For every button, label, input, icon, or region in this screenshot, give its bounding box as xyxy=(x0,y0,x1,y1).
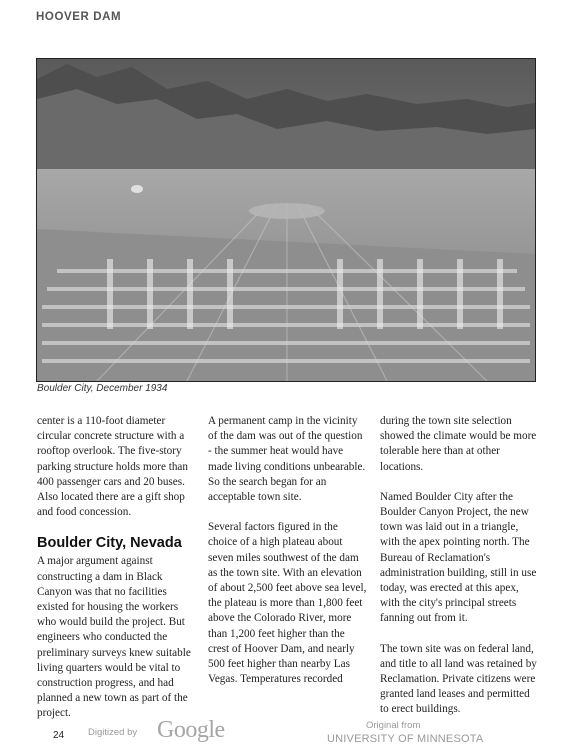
paragraph: A permanent camp in the vicinity of the dam was out of the question - the summer heat would have made living conditions unbearable. So the search began for an acceptable town site. xyxy=(208,415,366,504)
photo-caption: Boulder City, December 1934 xyxy=(37,383,168,394)
aerial-photo-boulder-city xyxy=(36,58,536,382)
text-column-3 xyxy=(380,414,540,718)
text-column-2 xyxy=(208,414,368,687)
digitized-by-label: Digitized by xyxy=(88,727,138,738)
paragraph: A major argument against constructing a dam in Black Canyon was that no facilities existed for housing the workers who would build the project. But engineers who conducted the preliminary surveys knew suitable living quarters would be vital to construction progress, and had planned a new town as part of the project. xyxy=(37,555,191,720)
paragraph: during the town site selection showed the climate would be more tolerable here than at other locations. xyxy=(380,415,537,473)
paragraph: The town site was on federal land, and title to all land was retained by Reclamation. Private citizens were granted land leases and permitted to erect buildings. xyxy=(380,642,537,716)
original-from-label: Original from xyxy=(366,720,421,731)
running-header: HOOVER DAM xyxy=(36,11,122,23)
text-column-1 xyxy=(37,414,197,722)
paragraph: Several factors figured in the choice of a high plateau about seven miles southwest of the dam as the town site. With an elevation of about 2,500 feet above sea level, the plateau is more than 1,800 feet above the Colorado River, more than 1,200 feet higher than the crest of Hoover Dam, and nearly 500 feet higher than nearby Las Vegas. Temperatures recorded xyxy=(208,521,367,686)
paragraph: Named Boulder City after the Boulder Canyon Project, the new town was laid out in a triangle, with the apex pointing north. The Bureau of Reclamation's administration building, still in use today, was erected at this apex, with the city's principal streets fanning out from it. xyxy=(380,490,537,625)
photo-illustration xyxy=(37,59,535,381)
paragraph: center is a 110-foot diameter circular concrete structure with a rooftop overlook. The five-story parking structure holds more than 400 passenger cars and 20 buses. Also located there are a gift shop and food concession. xyxy=(37,415,188,519)
university-label: UNIVERSITY OF MINNESOTA xyxy=(327,733,484,745)
page-number: 24 xyxy=(53,730,65,741)
section-title: Boulder City, Nevada xyxy=(37,535,182,552)
google-logo: Google xyxy=(157,717,225,743)
